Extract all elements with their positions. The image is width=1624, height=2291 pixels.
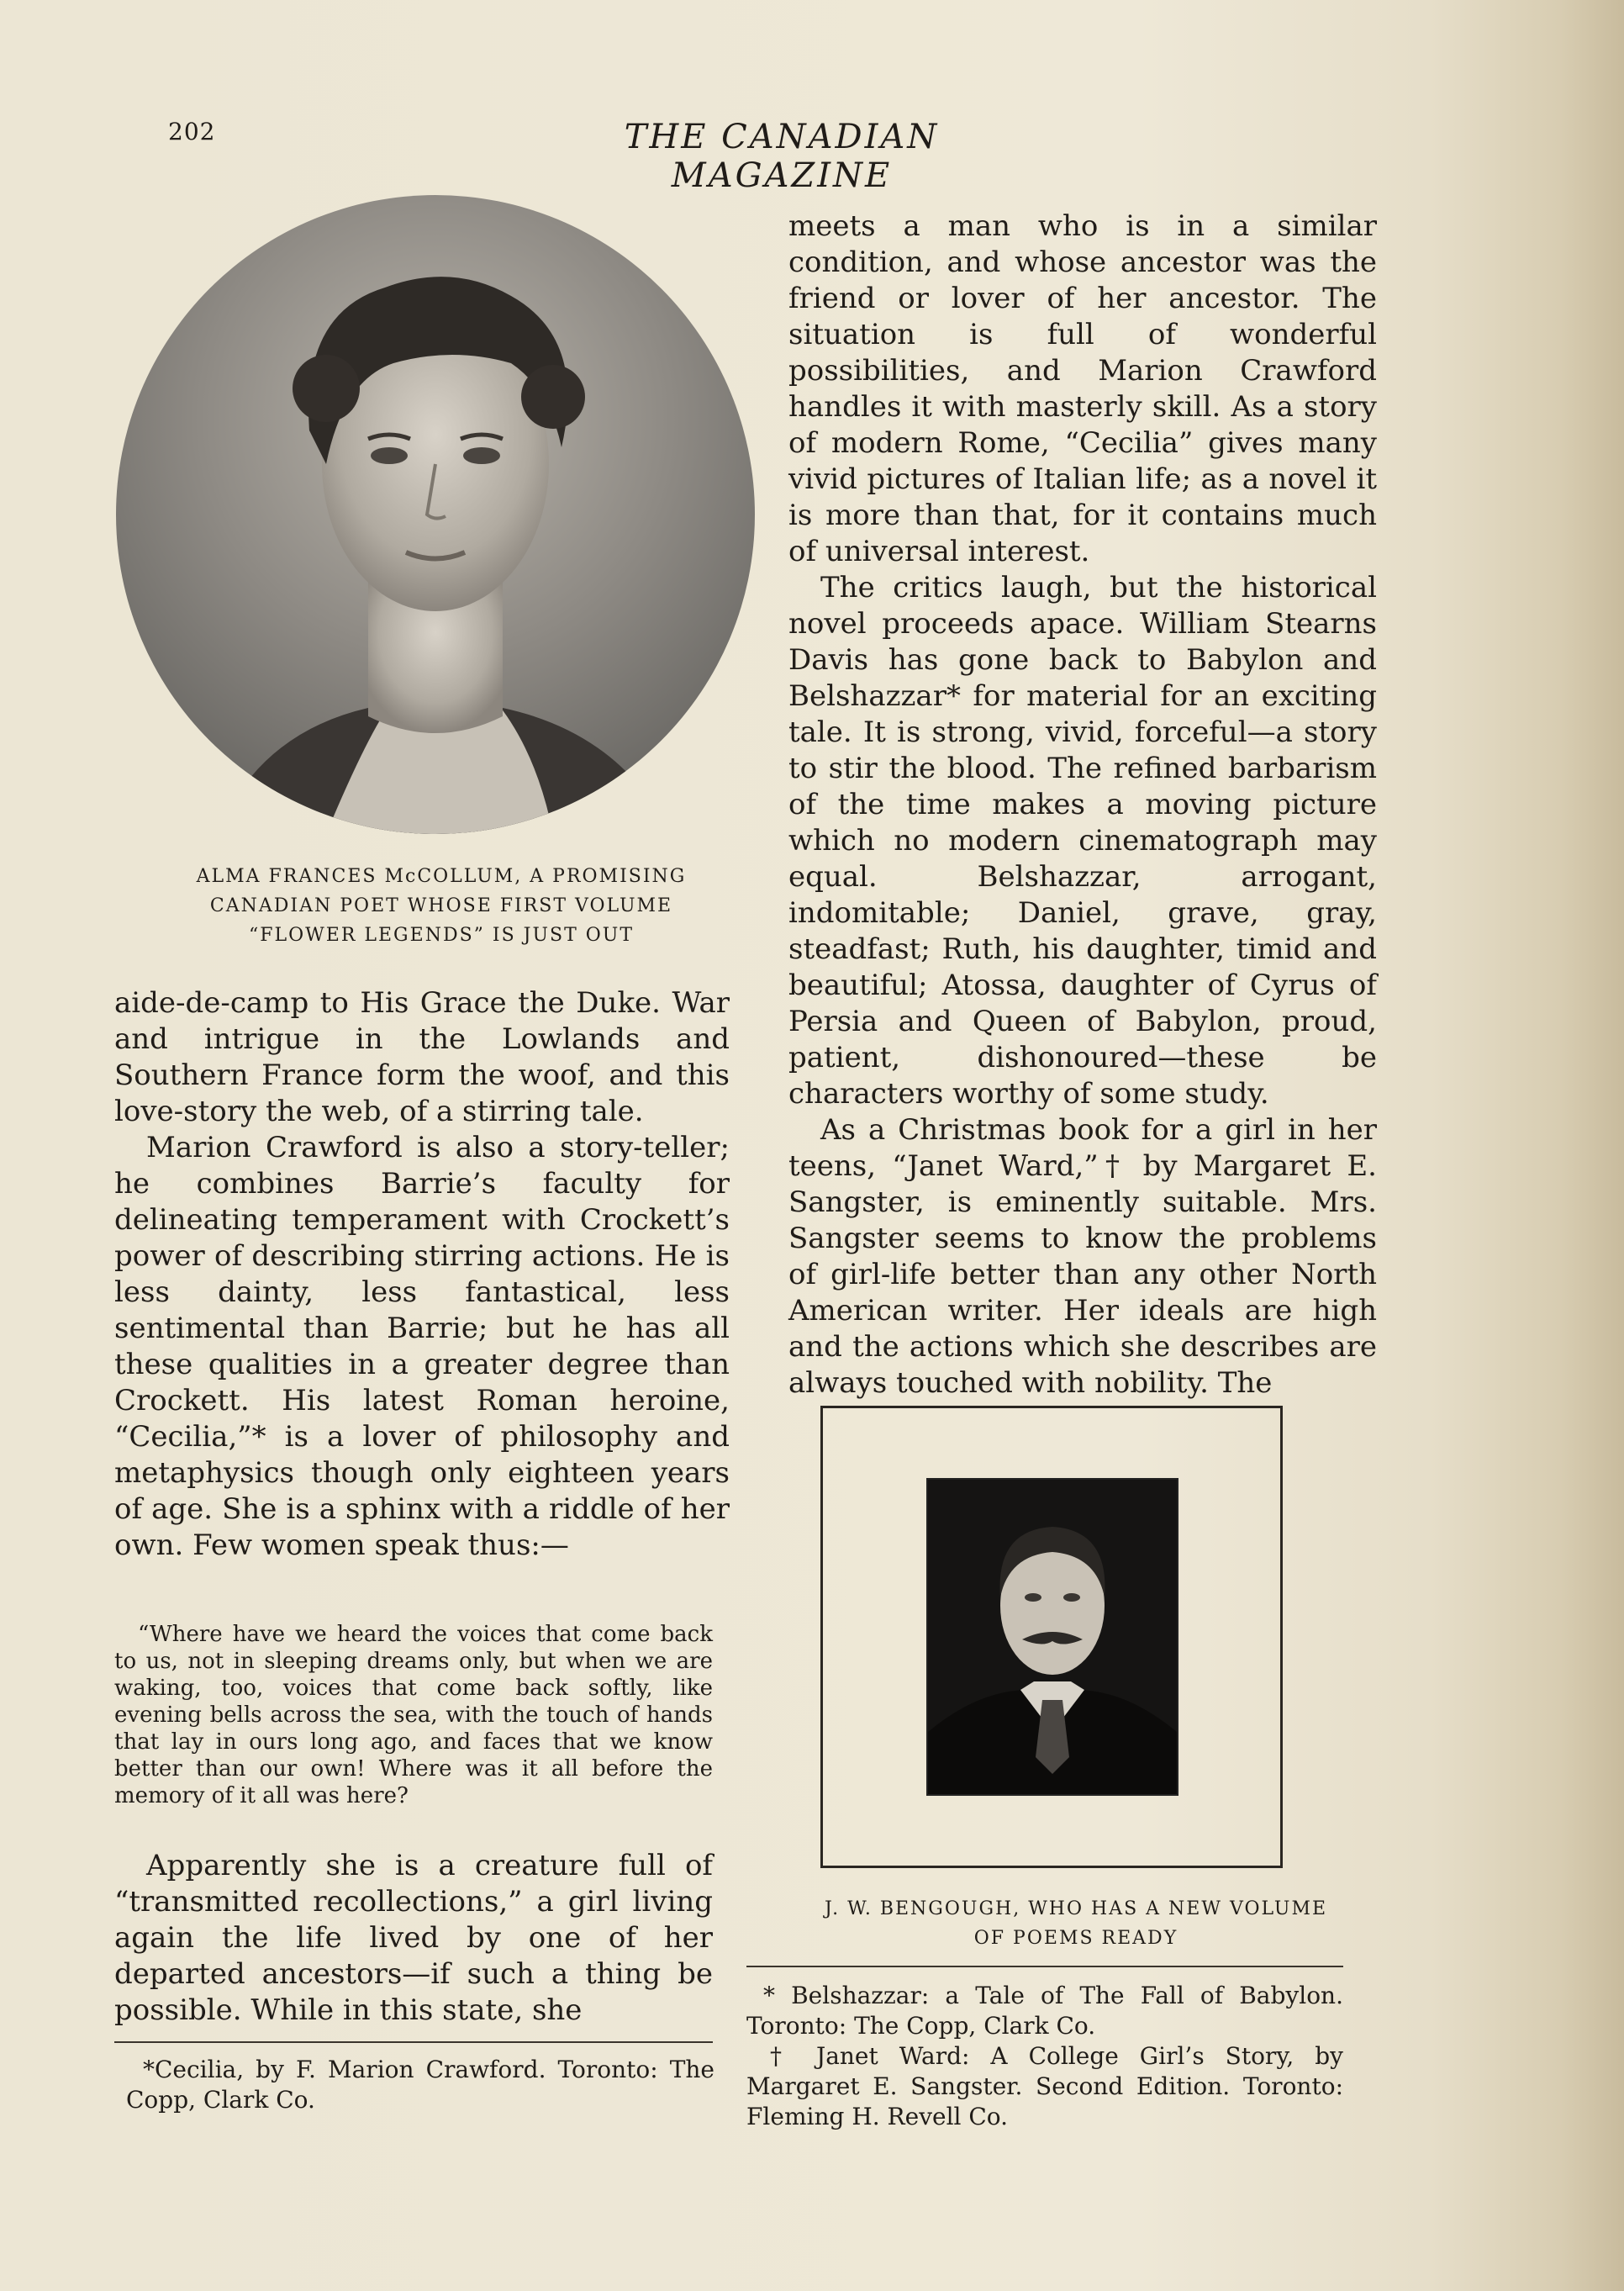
paragraph: Marion Crawford is also a story-teller; he combines Barrie’s faculty for delineating temperament with Crockett’s power of describing stirring actions. He is less dainty, less fantastical, less sentimental than Barrie; but he has all these qualities in a greater degree than Crockett. His latest Roman heroine, “Cecilia,”* is a lover of philosophy and metaphysics though only eighteen years of age. She is a sphinx with a riddle of her own. Few women speak thus:— bbox=[114, 1131, 730, 1562]
caption-line: CANADIAN POET WHOSE FIRST VOLUME bbox=[209, 895, 673, 916]
bengough-illustration bbox=[928, 1480, 1177, 1794]
paragraph: aide-de-camp to His Grace the Duke. War and intrigue in the Lowlands and Southern France form the woof, and this love-story the web, of a stirring tale. bbox=[114, 986, 730, 1128]
block-quote: “Where have we heard the voices that come back to us, not in sleeping dreams only, but when we are waking, too, voices that come back softly, like evening bells across the sea, with the touch of hands that lay in ours long ago, and faces that we know better than our own! Where was it all before the memory of it all was here? bbox=[114, 1622, 713, 1808]
footnote-rule bbox=[114, 2041, 713, 2043]
paragraph: As a Christmas book for a girl in her teens, “Janet Ward,”† by Margaret E. Sangster, is eminently suitable. Mrs. Sangster seems to know the problems of girl-life better than any other North American writer. Her ideals are high and the actions which she describes are always touched with nobility. The bbox=[788, 1113, 1377, 1400]
bengough-caption bbox=[740, 1894, 1412, 1953]
footnote-janet-ward: † Janet Ward: A College Girl’s Story, by Margaret E. Sangster. Second Edition. Toronto: Fleming H. Revell Co. bbox=[746, 2042, 1343, 2130]
page-number: 202 bbox=[168, 118, 216, 145]
paragraph: meets a man who is in a similar condition, and whose ancestor was the friend or lover of her ancestor. The situation is full of wonderful possibilities, and Marion Crawford handles it with masterly skill. As a story of modern Rome, “Cecilia” gives many vivid pictures of Italian life; as a novel it is more than that, for it contains much of universal interest. bbox=[788, 209, 1377, 568]
caption-line: ALMA FRANCES McCOLLUM, A PROMISING bbox=[196, 866, 687, 887]
caption-line: “FLOWER LEGENDS” IS JUST OUT bbox=[249, 925, 634, 946]
portrait-photo-alma-mccollum bbox=[116, 195, 755, 834]
left-column-continuation bbox=[114, 1848, 713, 2029]
paragraph: The critics laugh, but the historical novel proceeds apace. William Stearns Davis has gone back to Babylon and Belshazzar* for material for an exciting tale. It is strong, vivid, forceful—a story to stir the blood. The refined barbarism of the time makes a moving picture which no modern cinematograph may equal. Belshazzar, arrogant, indomitable; Daniel, grave, gray, steadfast; Ruth, his daughter, timid and beautiful; Atossa, daughter of Cyrus of Persia and Queen of Babylon, proud, patient, dishonoured—these be characters worthy of some study. bbox=[788, 571, 1377, 1111]
footnote-belshazzar: * Belshazzar: a Tale of The Fall of Babylon. Toronto: The Copp, Clark Co. bbox=[746, 1982, 1343, 2040]
left-column-text bbox=[114, 985, 730, 1564]
footnote-cecilia: *Cecilia, by F. Marion Crawford. Toronto: The Copp, Clark Co. bbox=[126, 2056, 714, 2114]
footnote-rule bbox=[746, 1966, 1343, 1967]
portrait-caption bbox=[147, 862, 736, 950]
right-column-text bbox=[788, 209, 1377, 1402]
portrait-illustration bbox=[116, 195, 755, 834]
caption-line: OF POEMS READY bbox=[973, 1928, 1178, 1949]
caption-line: J. W. BENGOUGH, WHO HAS A NEW VOLUME bbox=[824, 1898, 1328, 1919]
paragraph: Apparently she is a creature full of “transmitted recollections,” a girl living again the life lived by one of her departed ancestors—if such a thing be possible. While in this state, she bbox=[114, 1849, 713, 2027]
portrait-photo-bengough bbox=[926, 1478, 1178, 1796]
running-header-title: THE CANADIAN MAGAZINE bbox=[624, 118, 940, 195]
